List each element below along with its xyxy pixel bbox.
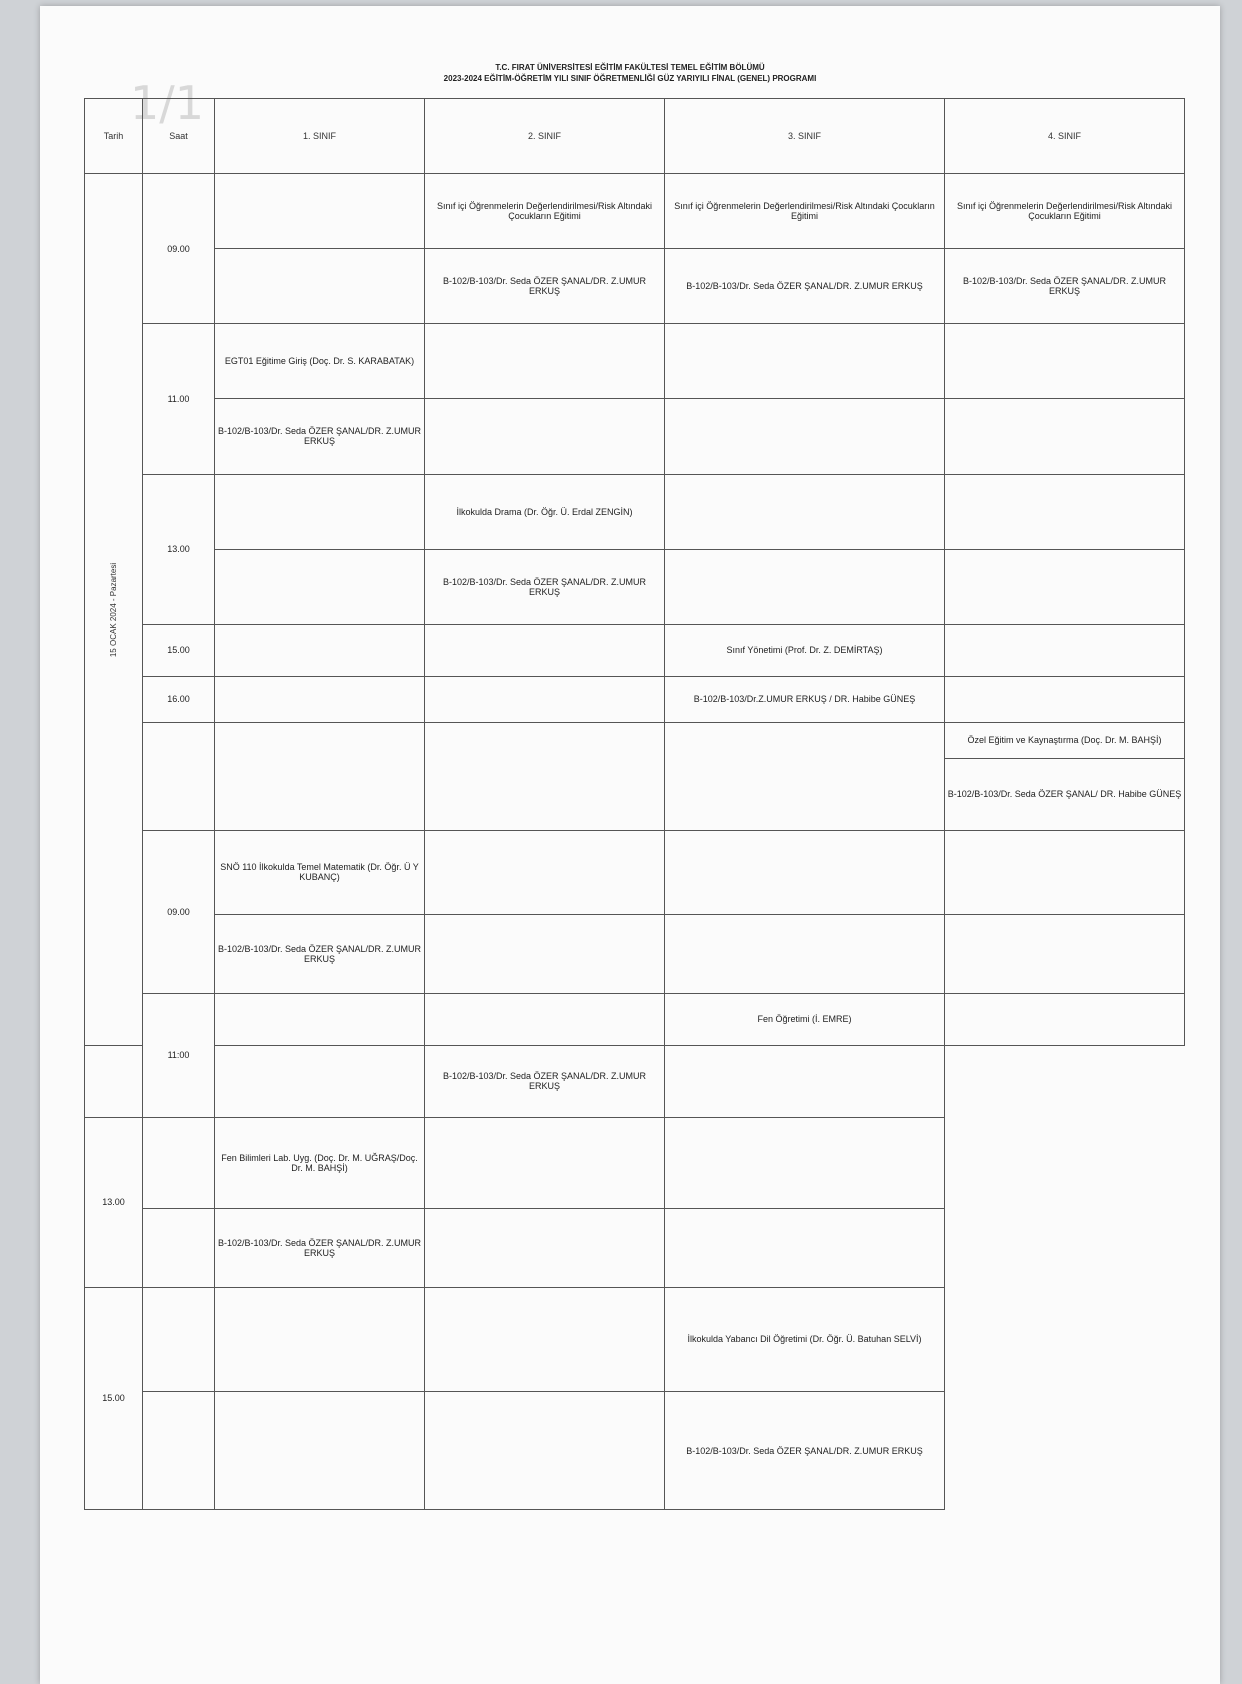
exam-cell — [945, 324, 1185, 399]
exam-cell — [425, 1117, 665, 1208]
table-row — [85, 1117, 1185, 1208]
page-number: 1/1 — [130, 76, 205, 130]
exam-schedule-table — [84, 98, 1185, 1510]
room-cell — [665, 1209, 945, 1287]
room-cell — [665, 549, 945, 624]
room-cell — [945, 915, 1185, 993]
room-cell — [215, 249, 425, 324]
room-cell — [665, 399, 945, 474]
col-header-class-1: 1. SINIF — [215, 99, 425, 174]
room-cell: B-102/B-103/Dr. Seda ÖZER ŞANAL/DR. Z.UMUR ERKUŞ — [215, 1209, 425, 1287]
table-row — [85, 474, 1185, 549]
exam-cell — [425, 830, 665, 915]
room-cell: B-102/B-103/Dr. Seda ÖZER ŞANAL/DR. Z.UMUR ERKUŞ — [665, 1392, 945, 1510]
exam-cell: Sınıf içi Öğrenmelerin Değerlendirilmesi/Risk Altındaki Çocukların Eğitimi — [665, 174, 945, 249]
table-row — [85, 993, 1185, 1045]
exam-cell — [215, 993, 425, 1045]
exam-cell — [215, 624, 425, 676]
table-row — [85, 549, 1185, 624]
exam-cell — [215, 677, 425, 723]
room-cell — [945, 549, 1185, 624]
room-cell — [425, 1209, 665, 1287]
exam-cell — [665, 324, 945, 399]
table-header-row — [85, 99, 1185, 174]
exam-cell — [665, 722, 945, 830]
table-row — [85, 677, 1185, 723]
hour-cell — [143, 722, 215, 830]
table-row — [85, 915, 1185, 993]
room-cell — [143, 1209, 215, 1287]
room-cell: B-102/B-103/Dr. Seda ÖZER ŞANAL/DR. Z.UMUR ERKUŞ — [945, 249, 1185, 324]
exam-cell — [215, 474, 425, 549]
table-row — [85, 1046, 1185, 1118]
exam-cell: İlkokulda Yabancı Dil Öğretimi (Dr. Öğr. Ü. Batuhan SELVİ) — [665, 1287, 945, 1392]
hour-cell: 15.00 — [143, 624, 215, 676]
room-cell: B-102/B-103/Dr. Seda ÖZER ŞANAL/DR. Z.UMUR ERKUŞ — [215, 915, 425, 993]
exam-cell — [215, 722, 425, 830]
hour-cell: 11.00 — [143, 324, 215, 474]
exam-cell — [945, 993, 1185, 1045]
document-header — [40, 62, 1220, 84]
table-row — [85, 1209, 1185, 1287]
hour-cell: 09.00 — [143, 174, 215, 324]
room-cell — [945, 399, 1185, 474]
exam-cell: Sınıf içi Öğrenmelerin Değerlendirilmesi/Risk Altındaki Çocukların Eğitimi — [945, 174, 1185, 249]
hour-cell: 11:00 — [143, 993, 215, 1117]
exam-cell — [665, 1117, 945, 1208]
room-cell — [425, 915, 665, 993]
exam-cell — [425, 1287, 665, 1392]
document-page — [40, 6, 1220, 1684]
room-cell: B-102/B-103/Dr.Z.UMUR ERKUŞ / DR. Habibe GÜNEŞ — [665, 677, 945, 723]
table-row — [85, 624, 1185, 676]
room-cell — [85, 1046, 143, 1118]
room-cell: B-102/B-103/Dr. Seda ÖZER ŞANAL/ DR. Habibe GÜNEŞ — [945, 758, 1185, 830]
col-header-class-4: 4. SINIF — [945, 99, 1185, 174]
room-cell: B-102/B-103/Dr. Seda ÖZER ŞANAL/DR. Z.UMUR ERKUŞ — [665, 249, 945, 324]
exam-cell — [945, 677, 1185, 723]
exam-cell — [945, 830, 1185, 915]
exam-cell: Fen Bilimleri Lab. Uyg. (Doç. Dr. M. UĞRAŞ/Doç. Dr. M. BAHŞİ) — [215, 1117, 425, 1208]
exam-cell — [215, 1287, 425, 1392]
exam-cell — [425, 324, 665, 399]
room-cell: B-102/B-103/Dr. Seda ÖZER ŞANAL/DR. Z.UMUR ERKUŞ — [425, 249, 665, 324]
exam-cell: Sınıf Yönetimi (Prof. Dr. Z. DEMİRTAŞ) — [665, 624, 945, 676]
exam-cell: EGT01 Eğitime Giriş (Doç. Dr. S. KARABATAK) — [215, 324, 425, 399]
hour-cell: 13.00 — [85, 1117, 143, 1287]
exam-cell — [425, 624, 665, 676]
date-cell: 15 OCAK 2024 - Pazartesi — [85, 174, 143, 1046]
hour-cell: 16.00 — [143, 677, 215, 723]
room-cell: B-102/B-103/Dr. Seda ÖZER ŞANAL/DR. Z.UMUR ERKUŞ — [425, 549, 665, 624]
exam-cell — [425, 677, 665, 723]
col-header-date: Tarih — [85, 99, 143, 174]
exam-cell — [425, 722, 665, 830]
table-row — [85, 830, 1185, 915]
hour-cell: 09.00 — [143, 830, 215, 993]
col-header-class-3: 3. SINIF — [665, 99, 945, 174]
exam-cell — [425, 993, 665, 1045]
col-header-hour: Saat — [143, 99, 215, 174]
room-cell — [143, 1392, 215, 1510]
exam-cell: Özel Eğitim ve Kaynaştırma (Doç. Dr. M. BAHŞİ) — [945, 722, 1185, 758]
room-cell — [215, 549, 425, 624]
room-cell: B-102/B-103/Dr. Seda ÖZER ŞANAL/DR. Z.UMUR ERKUŞ — [215, 399, 425, 474]
hour-cell: 15.00 — [85, 1287, 143, 1509]
room-cell — [215, 1392, 425, 1510]
exam-cell: Sınıf içi Öğrenmelerin Değerlendirilmesi/Risk Altındaki Çocukların Eğitimi — [425, 174, 665, 249]
table-row — [85, 249, 1185, 324]
exam-cell — [143, 1117, 215, 1208]
table-row — [85, 1392, 1185, 1510]
col-header-class-2: 2. SINIF — [425, 99, 665, 174]
hour-cell: 13.00 — [143, 474, 215, 624]
table-row — [85, 399, 1185, 474]
room-cell — [425, 399, 665, 474]
exam-cell: İlkokulda Drama (Dr. Öğr. Ü. Erdal ZENGİN) — [425, 474, 665, 549]
room-cell — [215, 1046, 425, 1118]
room-cell — [665, 1046, 945, 1118]
exam-cell — [945, 624, 1185, 676]
room-cell — [665, 915, 945, 993]
exam-cell — [215, 174, 425, 249]
exam-cell — [665, 830, 945, 915]
header-institution: T.C. FIRAT ÜNİVERSİTESİ EĞİTİM FAKÜLTESİ TEMEL EĞİTİM BÖLÜMÜ — [495, 63, 765, 72]
room-cell — [425, 1392, 665, 1510]
table-row — [85, 324, 1185, 399]
exam-cell — [945, 474, 1185, 549]
exam-cell: SNÖ 110 İlkokulda Temel Matematik (Dr. Öğr. Ü Y KUBANÇ) — [215, 830, 425, 915]
exam-cell: Fen Öğretimi (İ. EMRE) — [665, 993, 945, 1045]
table-row — [85, 722, 1185, 758]
room-cell: B-102/B-103/Dr. Seda ÖZER ŞANAL/DR. Z.UMUR ERKUŞ — [425, 1046, 665, 1118]
table-row — [85, 174, 1185, 249]
exam-cell — [665, 474, 945, 549]
header-program-title: 2023-2024 EĞİTİM-ÖĞRETİM YILI SINIF ÖĞRETMENLİĞİ GÜZ YARIYILI FİNAL (GENEL) PROGRAMI — [443, 74, 817, 83]
exam-cell — [143, 1287, 215, 1392]
table-row — [85, 1287, 1185, 1392]
